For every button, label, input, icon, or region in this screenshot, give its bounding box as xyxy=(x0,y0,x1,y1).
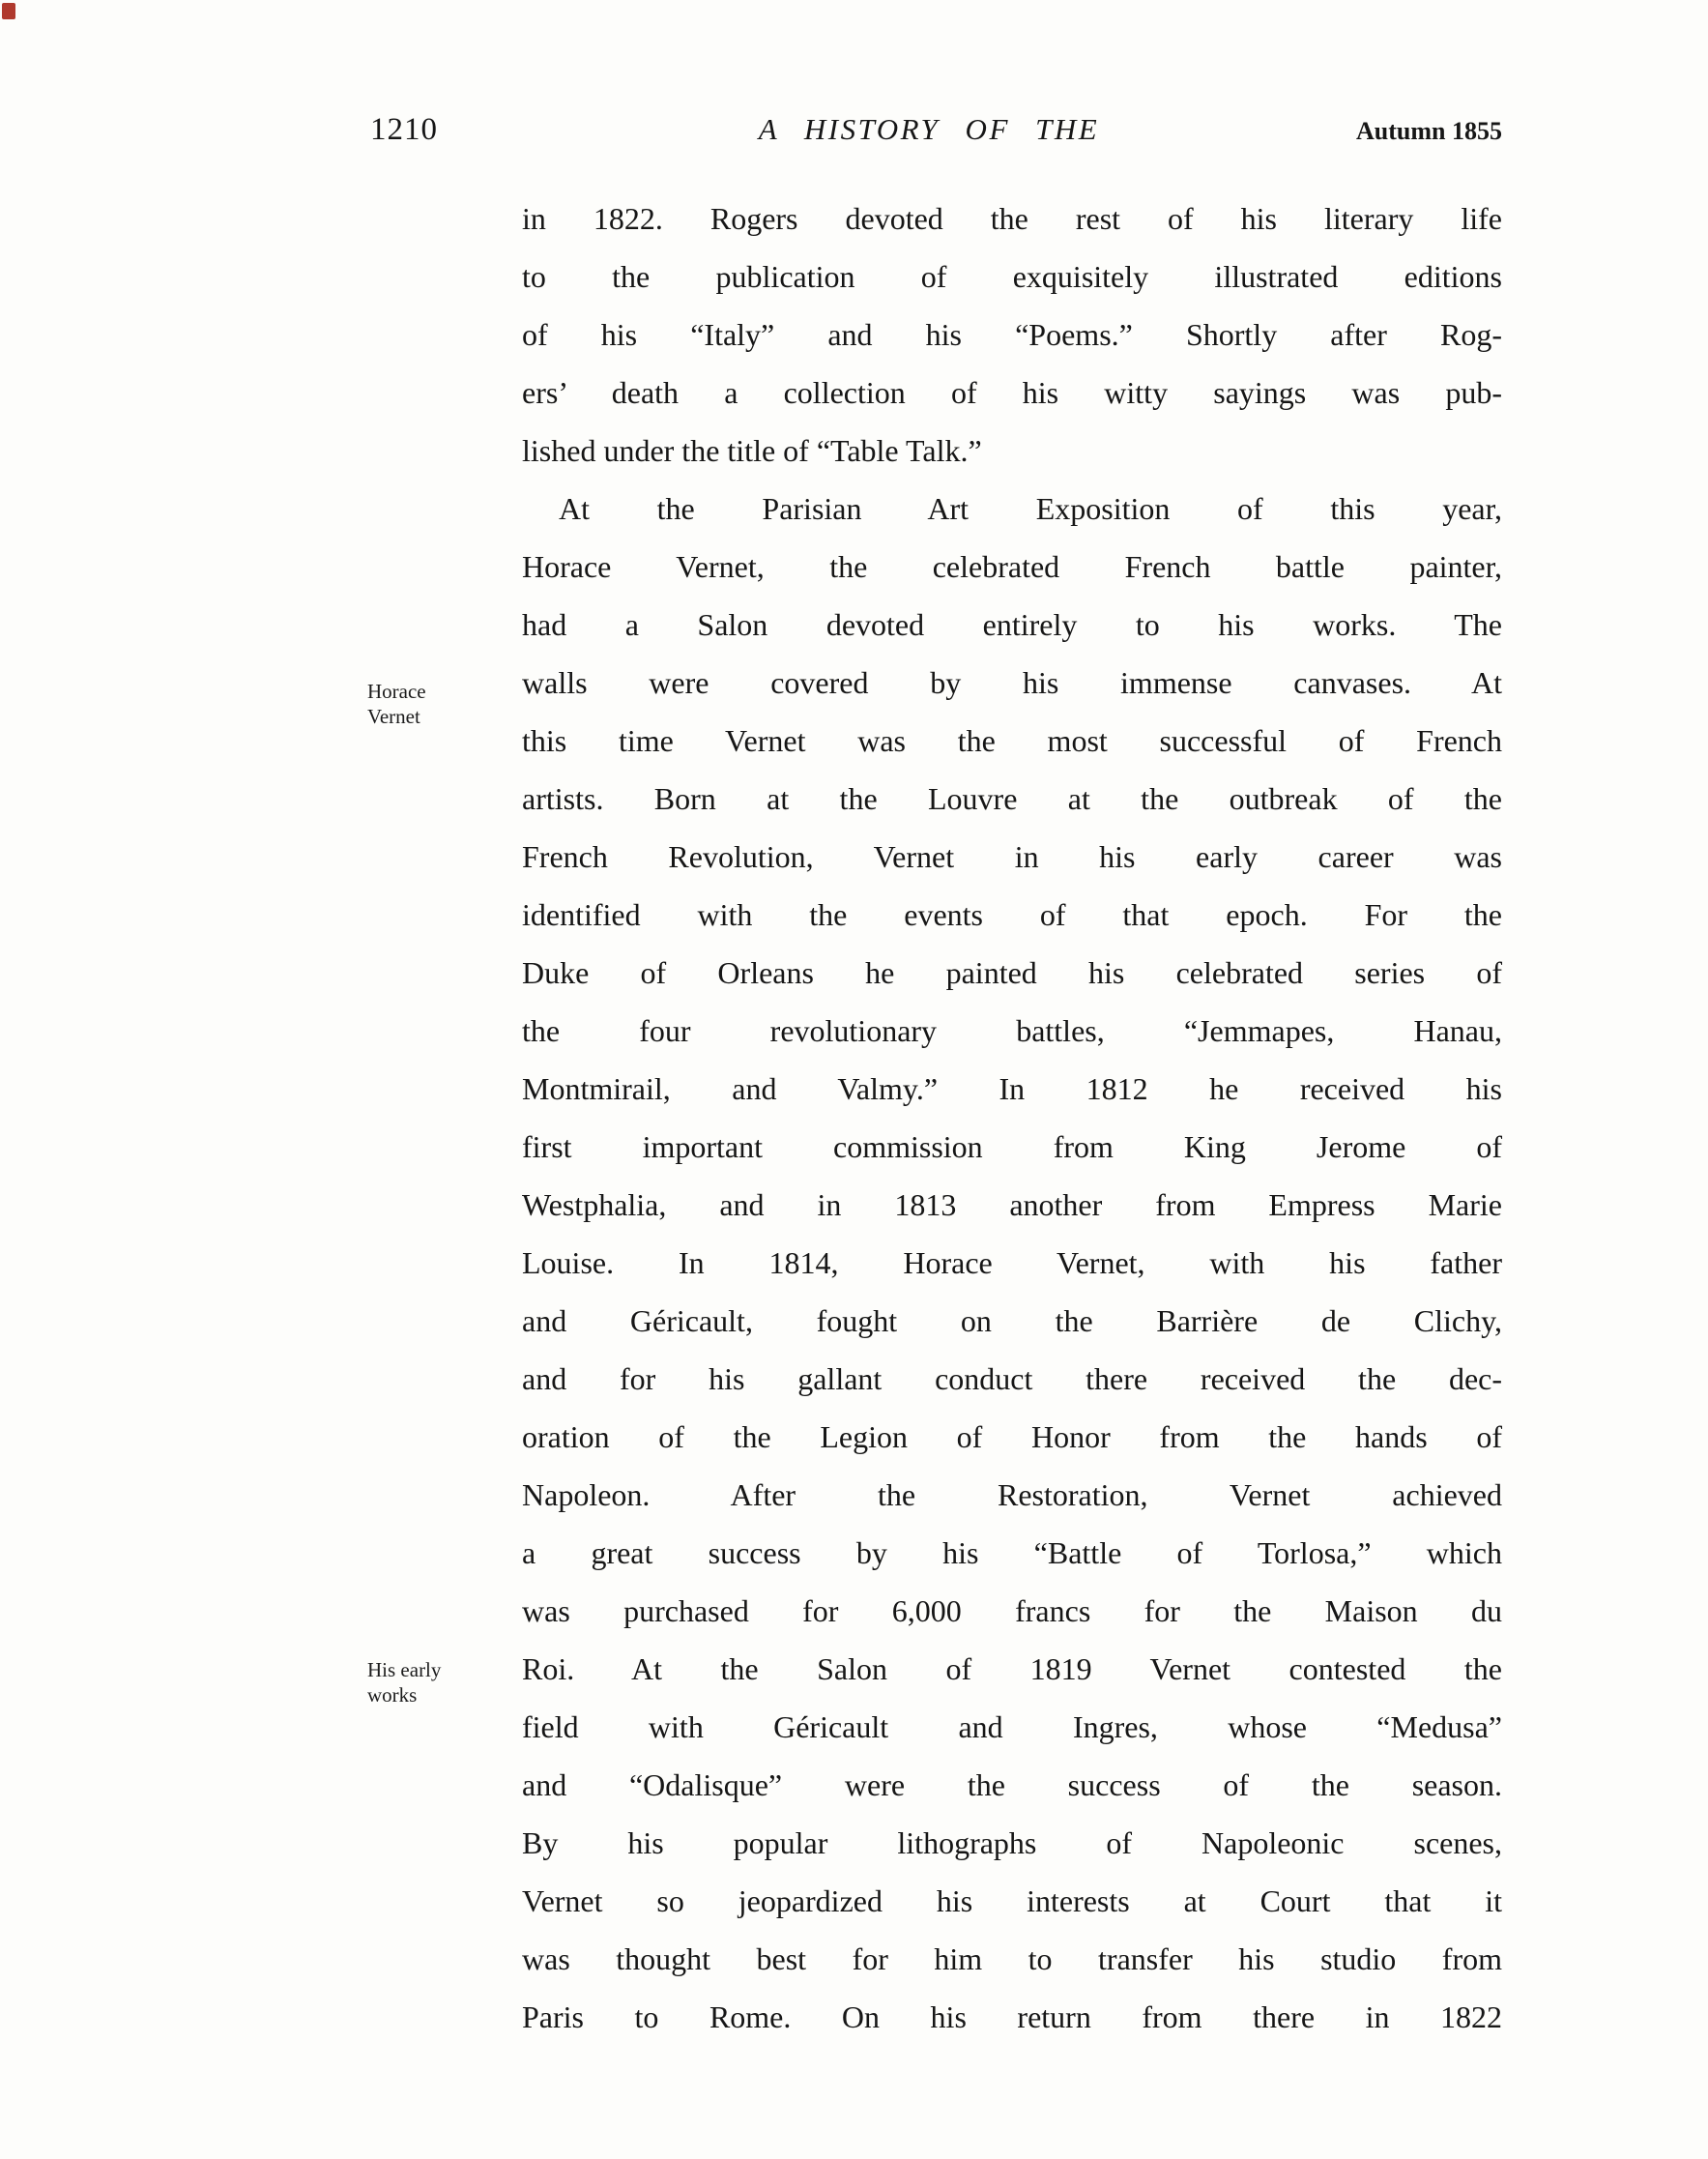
text-line: and “Odalisque” were the success of the season. xyxy=(522,1767,1502,1802)
text-line: Paris to Rome. On his return from there in 1822 xyxy=(522,1999,1502,2034)
text-line: first important commission from King Jerome of xyxy=(522,1129,1502,1164)
text-line: walls were covered by his immense canvases. At xyxy=(522,665,1502,700)
text-line: and for his gallant conduct there received the dec- xyxy=(522,1361,1502,1396)
margin-note-line: His early xyxy=(367,1658,442,1681)
text-line: French Revolution, Vernet in his early career was xyxy=(522,839,1502,874)
text-line: lished under the title of “Table Talk.” xyxy=(522,433,982,468)
text-line: Roi. At the Salon of 1819 Vernet contested the xyxy=(522,1651,1502,1686)
text-line: artists. Born at the Louvre at the outbreak of the xyxy=(522,781,1502,816)
text-line: Horace Vernet, the celebrated French battle painter, xyxy=(522,549,1502,584)
text-line: By his popular lithographs of Napoleonic scenes, xyxy=(522,1825,1502,1860)
margin-note-his-early-works xyxy=(367,1657,517,1707)
text-line: was purchased for 6,000 francs for the Maison du xyxy=(522,1593,1502,1628)
margin-note-line: Horace xyxy=(367,680,426,703)
text-line: ers’ death a collection of his witty sayings was pub- xyxy=(522,375,1502,410)
text-line: Louise. In 1814, Horace Vernet, with his father xyxy=(522,1245,1502,1280)
text-line: Napoleon. After the Restoration, Vernet achieved xyxy=(522,1477,1502,1512)
text-line: had a Salon devoted entirely to his works. The xyxy=(522,607,1502,642)
text-line: oration of the Legion of Honor from the hands of xyxy=(522,1419,1502,1454)
text-line: this time Vernet was the most successful of French xyxy=(522,723,1502,758)
text-line: of his “Italy” and his “Poems.” Shortly after Rog- xyxy=(522,317,1502,352)
text-line: the four revolutionary battles, “Jemmapes, Hanau, xyxy=(522,1013,1502,1048)
body-text xyxy=(522,190,1502,2046)
header-date: Autumn 1855 xyxy=(1356,117,1502,145)
text-line: a great success by his “Battle of Torlosa,” which xyxy=(522,1535,1502,1570)
scan-artifact-mark xyxy=(2,3,15,19)
margin-note-line: Vernet xyxy=(367,705,420,728)
text-line: field with Géricault and Ingres, whose “Medusa” xyxy=(522,1709,1502,1744)
text-line: At the Parisian Art Exposition of this year, xyxy=(559,491,1502,526)
text-line: in 1822. Rogers devoted the rest of his literary life xyxy=(522,201,1502,236)
margin-note-horace-vernet xyxy=(367,679,517,729)
text-line: and Géricault, fought on the Barrière de Clichy, xyxy=(522,1303,1502,1338)
text-line: to the publication of exquisitely illustrated editions xyxy=(522,259,1502,294)
text-line: Montmirail, and Valmy.” In 1812 he received his xyxy=(522,1071,1502,1106)
text-line: Vernet so jeopardized his interests at Court that it xyxy=(522,1883,1502,1918)
text-line: Duke of Orleans he painted his celebrated series of xyxy=(522,955,1502,990)
running-title: A HISTORY OF THE xyxy=(758,112,1100,146)
text-line: was thought best for him to transfer his studio from xyxy=(522,1941,1502,1976)
text-line: Westphalia, and in 1813 another from Empress Marie xyxy=(522,1187,1502,1222)
margin-note-line: works xyxy=(367,1683,418,1707)
page-header xyxy=(370,112,1502,148)
page-number: 1210 xyxy=(370,112,438,147)
text-line: identified with the events of that epoch. For the xyxy=(522,897,1502,932)
